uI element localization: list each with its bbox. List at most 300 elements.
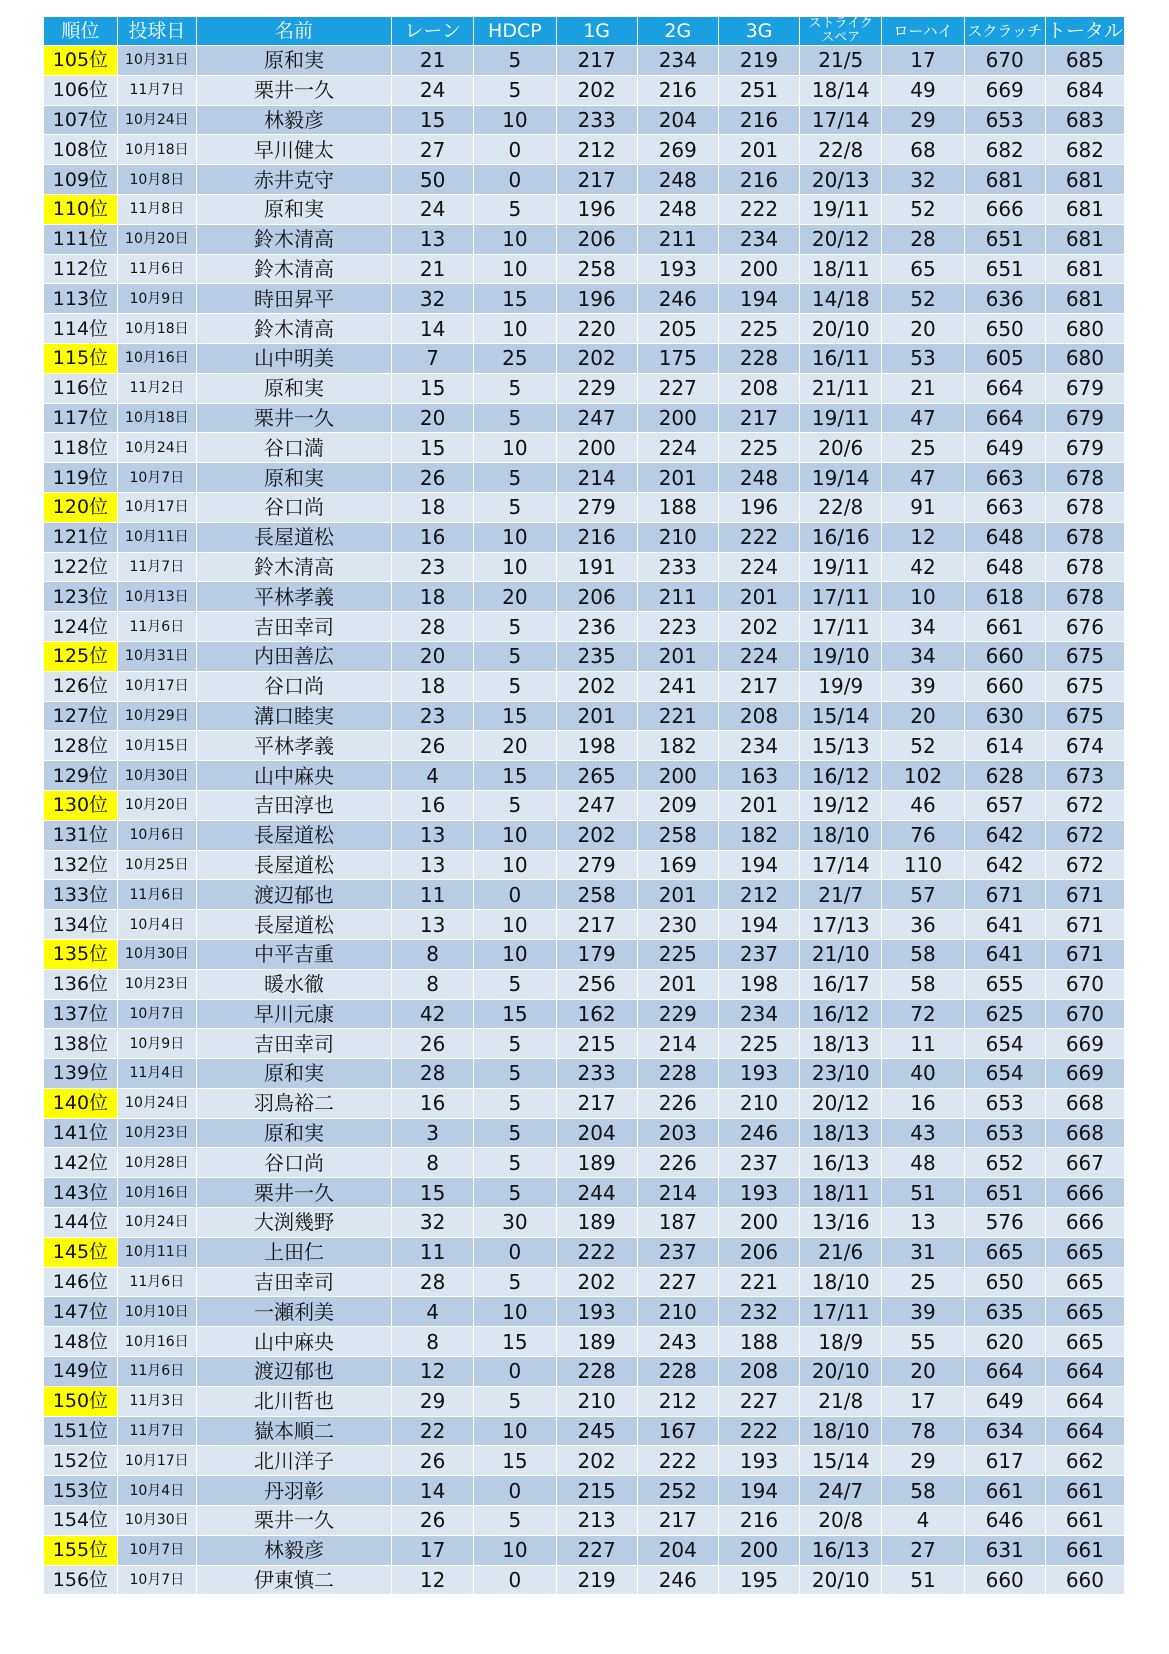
cell-low-high: 40 [882, 1059, 964, 1089]
cell-low-high: 17 [882, 1386, 964, 1416]
cell-low-high: 4 [882, 1506, 964, 1536]
table-row [44, 314, 1125, 344]
cell-game1: 233 [556, 1059, 637, 1089]
cell-rank: 133位 [44, 880, 118, 910]
cell-name: 一瀬利美 [196, 1297, 391, 1327]
cell-total: 665 [1045, 1327, 1124, 1357]
cell-name: 吉田幸司 [196, 612, 391, 642]
cell-rank: 126位 [44, 671, 118, 701]
cell-rank: 144位 [44, 1208, 118, 1238]
cell-rank: 127位 [44, 701, 118, 731]
cell-date: 10月18日 [117, 135, 196, 165]
header-row [44, 17, 1125, 46]
cell-hdcp: 5 [474, 1506, 556, 1536]
cell-game1: 235 [556, 641, 637, 671]
cell-strike-spare: 15/13 [800, 731, 882, 761]
cell-rank: 112位 [44, 254, 118, 284]
cell-low-high: 102 [882, 761, 964, 791]
cell-date: 10月17日 [117, 1446, 196, 1476]
cell-strike-spare: 21/11 [800, 373, 882, 403]
cell-rank: 114位 [44, 314, 118, 344]
cell-name: 早川健太 [196, 135, 391, 165]
table-row [44, 135, 1125, 165]
cell-hdcp: 5 [474, 1029, 556, 1059]
cell-game2: 193 [637, 254, 718, 284]
table-row [44, 343, 1125, 373]
cell-lane: 23 [392, 701, 474, 731]
cell-scratch: 641 [964, 910, 1045, 940]
cell-strike-spare: 21/6 [800, 1237, 882, 1267]
cell-date: 10月10日 [117, 1297, 196, 1327]
cell-scratch: 605 [964, 343, 1045, 373]
cell-date: 11月6日 [117, 612, 196, 642]
cell-total: 674 [1045, 731, 1124, 761]
cell-date: 10月11日 [117, 522, 196, 552]
cell-date: 10月11日 [117, 1237, 196, 1267]
cell-name: 内田善広 [196, 641, 391, 671]
cell-date: 11月7日 [117, 75, 196, 105]
cell-strike-spare: 23/10 [800, 1059, 882, 1089]
cell-name: 時田昇平 [196, 284, 391, 314]
cell-lane: 11 [392, 880, 474, 910]
header-rank: 順位 [44, 17, 118, 46]
cell-scratch: 664 [964, 1357, 1045, 1387]
cell-hdcp: 5 [474, 75, 556, 105]
cell-low-high: 42 [882, 552, 964, 582]
cell-scratch: 634 [964, 1416, 1045, 1446]
cell-game3: 212 [718, 880, 799, 910]
cell-low-high: 91 [882, 492, 964, 522]
cell-game2: 211 [637, 582, 718, 612]
cell-game3: 237 [718, 939, 799, 969]
cell-game3: 194 [718, 910, 799, 940]
cell-low-high: 36 [882, 910, 964, 940]
cell-low-high: 32 [882, 165, 964, 195]
cell-scratch: 636 [964, 284, 1045, 314]
cell-low-high: 29 [882, 105, 964, 135]
cell-hdcp: 5 [474, 1118, 556, 1148]
cell-game1: 206 [556, 582, 637, 612]
header-game1: 1G [556, 17, 637, 46]
cell-lane: 27 [392, 135, 474, 165]
cell-game1: 258 [556, 880, 637, 910]
cell-total: 664 [1045, 1357, 1124, 1387]
table-row [44, 582, 1125, 612]
cell-lane: 8 [392, 1148, 474, 1178]
cell-game3: 222 [718, 1416, 799, 1446]
cell-game2: 175 [637, 343, 718, 373]
cell-game3: 200 [718, 254, 799, 284]
cell-name: 溝口睦実 [196, 701, 391, 731]
cell-strike-spare: 20/6 [800, 433, 882, 463]
table-row [44, 999, 1125, 1029]
cell-game1: 220 [556, 314, 637, 344]
cell-hdcp: 0 [474, 1357, 556, 1387]
cell-date: 10月20日 [117, 790, 196, 820]
cell-total: 669 [1045, 1059, 1124, 1089]
cell-low-high: 20 [882, 701, 964, 731]
cell-name: 原和実 [196, 373, 391, 403]
cell-rank: 148位 [44, 1327, 118, 1357]
cell-game1: 202 [556, 1446, 637, 1476]
cell-date: 11月7日 [117, 1416, 196, 1446]
cell-name: 山中麻央 [196, 761, 391, 791]
cell-total: 685 [1045, 46, 1124, 76]
cell-total: 661 [1045, 1535, 1124, 1565]
cell-total: 678 [1045, 522, 1124, 552]
cell-game2: 221 [637, 701, 718, 731]
cell-game2: 200 [637, 761, 718, 791]
cell-lane: 20 [392, 403, 474, 433]
cell-hdcp: 25 [474, 343, 556, 373]
cell-strike-spare: 18/14 [800, 75, 882, 105]
cell-low-high: 58 [882, 939, 964, 969]
cell-lane: 28 [392, 1267, 474, 1297]
table-row [44, 463, 1125, 493]
cell-strike-spare: 19/11 [800, 194, 882, 224]
cell-low-high: 16 [882, 1088, 964, 1118]
table-row [44, 1565, 1125, 1595]
cell-game2: 212 [637, 1386, 718, 1416]
cell-game1: 233 [556, 105, 637, 135]
cell-game1: 179 [556, 939, 637, 969]
cell-low-high: 52 [882, 284, 964, 314]
table-row [44, 1148, 1125, 1178]
cell-game1: 279 [556, 492, 637, 522]
cell-game3: 193 [718, 1059, 799, 1089]
cell-lane: 23 [392, 552, 474, 582]
cell-game2: 224 [637, 433, 718, 463]
cell-low-high: 78 [882, 1416, 964, 1446]
cell-game1: 247 [556, 790, 637, 820]
cell-low-high: 25 [882, 433, 964, 463]
cell-hdcp: 15 [474, 284, 556, 314]
cell-game2: 204 [637, 1535, 718, 1565]
cell-game3: 222 [718, 194, 799, 224]
cell-strike-spare: 18/9 [800, 1327, 882, 1357]
header-name: 名前 [196, 17, 391, 46]
cell-strike-spare: 14/18 [800, 284, 882, 314]
cell-game1: 222 [556, 1237, 637, 1267]
cell-game3: 163 [718, 761, 799, 791]
cell-lane: 22 [392, 1416, 474, 1446]
cell-date: 10月28日 [117, 1148, 196, 1178]
header-game2: 2G [637, 17, 718, 46]
cell-game1: 193 [556, 1297, 637, 1327]
cell-hdcp: 5 [474, 373, 556, 403]
cell-rank: 106位 [44, 75, 118, 105]
cell-total: 679 [1045, 373, 1124, 403]
cell-low-high: 46 [882, 790, 964, 820]
cell-scratch: 649 [964, 433, 1045, 463]
cell-scratch: 649 [964, 1386, 1045, 1416]
cell-strike-spare: 22/8 [800, 135, 882, 165]
cell-strike-spare: 16/11 [800, 343, 882, 373]
cell-scratch: 642 [964, 820, 1045, 850]
cell-scratch: 576 [964, 1208, 1045, 1238]
cell-lane: 15 [392, 433, 474, 463]
cell-low-high: 110 [882, 850, 964, 880]
cell-game3: 217 [718, 403, 799, 433]
cell-name: 栗井一久 [196, 75, 391, 105]
cell-game1: 244 [556, 1178, 637, 1208]
cell-date: 11月6日 [117, 254, 196, 284]
table-row [44, 1178, 1125, 1208]
cell-strike-spare: 18/11 [800, 254, 882, 284]
cell-name: 大渕幾野 [196, 1208, 391, 1238]
cell-name: 中平吉重 [196, 939, 391, 969]
cell-strike-spare: 21/7 [800, 880, 882, 910]
cell-name: 長屋道松 [196, 850, 391, 880]
cell-game2: 201 [637, 463, 718, 493]
cell-scratch: 654 [964, 1029, 1045, 1059]
cell-total: 675 [1045, 671, 1124, 701]
cell-strike-spare: 19/9 [800, 671, 882, 701]
cell-strike-spare: 18/13 [800, 1029, 882, 1059]
cell-lane: 15 [392, 373, 474, 403]
header-total: トータル [1045, 17, 1124, 46]
cell-total: 669 [1045, 1029, 1124, 1059]
cell-game2: 188 [637, 492, 718, 522]
cell-low-high: 72 [882, 999, 964, 1029]
cell-game3: 201 [718, 135, 799, 165]
cell-game3: 221 [718, 1267, 799, 1297]
cell-hdcp: 15 [474, 999, 556, 1029]
cell-low-high: 58 [882, 969, 964, 999]
cell-hdcp: 10 [474, 910, 556, 940]
cell-scratch: 655 [964, 969, 1045, 999]
cell-rank: 137位 [44, 999, 118, 1029]
cell-game3: 246 [718, 1118, 799, 1148]
cell-hdcp: 5 [474, 463, 556, 493]
table-row [44, 1446, 1125, 1476]
table-row [44, 1059, 1125, 1089]
cell-low-high: 52 [882, 731, 964, 761]
cell-scratch: 630 [964, 701, 1045, 731]
cell-hdcp: 10 [474, 939, 556, 969]
cell-hdcp: 30 [474, 1208, 556, 1238]
cell-total: 678 [1045, 552, 1124, 582]
cell-game3: 206 [718, 1237, 799, 1267]
table-row [44, 790, 1125, 820]
cell-date: 10月16日 [117, 1327, 196, 1357]
cell-hdcp: 15 [474, 761, 556, 791]
table-row [44, 1029, 1125, 1059]
cell-game1: 196 [556, 284, 637, 314]
cell-strike-spare: 19/10 [800, 641, 882, 671]
cell-date: 10月31日 [117, 46, 196, 76]
cell-total: 661 [1045, 1506, 1124, 1536]
cell-name: 早川元康 [196, 999, 391, 1029]
cell-game2: 222 [637, 1446, 718, 1476]
cell-game1: 217 [556, 46, 637, 76]
cell-scratch: 653 [964, 1088, 1045, 1118]
cell-lane: 24 [392, 194, 474, 224]
cell-date: 10月17日 [117, 492, 196, 522]
table-row [44, 1357, 1125, 1387]
cell-low-high: 20 [882, 314, 964, 344]
cell-rank: 153位 [44, 1476, 118, 1506]
cell-game3: 225 [718, 314, 799, 344]
cell-scratch: 670 [964, 46, 1045, 76]
cell-strike-spare: 17/14 [800, 105, 882, 135]
header-lane: レーン [392, 17, 474, 46]
cell-hdcp: 20 [474, 731, 556, 761]
cell-scratch: 664 [964, 403, 1045, 433]
cell-rank: 113位 [44, 284, 118, 314]
cell-lane: 14 [392, 314, 474, 344]
cell-name: 林毅彦 [196, 105, 391, 135]
cell-date: 10月30日 [117, 1506, 196, 1536]
table-row [44, 641, 1125, 671]
cell-lane: 50 [392, 165, 474, 195]
cell-game2: 237 [637, 1237, 718, 1267]
cell-date: 10月25日 [117, 850, 196, 880]
cell-game1: 202 [556, 1267, 637, 1297]
cell-total: 675 [1045, 701, 1124, 731]
cell-date: 10月9日 [117, 1029, 196, 1059]
cell-lane: 4 [392, 761, 474, 791]
cell-total: 670 [1045, 969, 1124, 999]
cell-game3: 201 [718, 582, 799, 612]
cell-low-high: 51 [882, 1565, 964, 1595]
cell-date: 10月24日 [117, 105, 196, 135]
cell-strike-spare: 20/10 [800, 1565, 882, 1595]
cell-game3: 224 [718, 641, 799, 671]
cell-name: 谷口尚 [196, 671, 391, 701]
cell-hdcp: 5 [474, 403, 556, 433]
cell-total: 664 [1045, 1416, 1124, 1446]
cell-name: 鈴木清高 [196, 254, 391, 284]
cell-date: 10月24日 [117, 433, 196, 463]
cell-game2: 216 [637, 75, 718, 105]
cell-game2: 246 [637, 284, 718, 314]
table-row [44, 492, 1125, 522]
cell-hdcp: 10 [474, 522, 556, 552]
cell-game1: 202 [556, 343, 637, 373]
cell-lane: 15 [392, 1178, 474, 1208]
cell-rank: 121位 [44, 522, 118, 552]
cell-date: 10月16日 [117, 1178, 196, 1208]
cell-name: 北川哲也 [196, 1386, 391, 1416]
cell-game3: 200 [718, 1535, 799, 1565]
cell-rank: 109位 [44, 165, 118, 195]
cell-hdcp: 5 [474, 46, 556, 76]
cell-scratch: 657 [964, 790, 1045, 820]
cell-game2: 258 [637, 820, 718, 850]
cell-strike-spare: 16/17 [800, 969, 882, 999]
cell-low-high: 43 [882, 1118, 964, 1148]
cell-rank: 135位 [44, 939, 118, 969]
cell-scratch: 661 [964, 612, 1045, 642]
cell-strike-spare: 17/11 [800, 1297, 882, 1327]
cell-scratch: 660 [964, 671, 1045, 701]
cell-game3: 224 [718, 552, 799, 582]
cell-name: 暖水徹 [196, 969, 391, 999]
cell-scratch: 653 [964, 105, 1045, 135]
table-row [44, 969, 1125, 999]
cell-scratch: 663 [964, 492, 1045, 522]
cell-scratch: 628 [964, 761, 1045, 791]
cell-total: 678 [1045, 582, 1124, 612]
cell-date: 11月3日 [117, 1386, 196, 1416]
cell-scratch: 617 [964, 1446, 1045, 1476]
table-row [44, 1118, 1125, 1148]
cell-name: 伊東慎二 [196, 1565, 391, 1595]
cell-hdcp: 15 [474, 1446, 556, 1476]
cell-rank: 131位 [44, 820, 118, 850]
table-row [44, 105, 1125, 135]
cell-rank: 155位 [44, 1535, 118, 1565]
cell-game3: 232 [718, 1297, 799, 1327]
cell-name: 嶽本順二 [196, 1416, 391, 1446]
cell-game1: 202 [556, 820, 637, 850]
cell-name: 山中明美 [196, 343, 391, 373]
table-row [44, 612, 1125, 642]
cell-scratch: 660 [964, 641, 1045, 671]
table-row [44, 880, 1125, 910]
cell-hdcp: 15 [474, 701, 556, 731]
cell-game3: 251 [718, 75, 799, 105]
cell-hdcp: 5 [474, 671, 556, 701]
cell-total: 681 [1045, 254, 1124, 284]
cell-name: 原和実 [196, 1059, 391, 1089]
cell-name: 林毅彦 [196, 1535, 391, 1565]
cell-game1: 214 [556, 463, 637, 493]
table-row [44, 1476, 1125, 1506]
cell-low-high: 47 [882, 463, 964, 493]
cell-low-high: 29 [882, 1446, 964, 1476]
cell-game3: 217 [718, 671, 799, 701]
cell-rank: 147位 [44, 1297, 118, 1327]
cell-game2: 241 [637, 671, 718, 701]
cell-hdcp: 20 [474, 582, 556, 612]
cell-name: 栗井一久 [196, 1178, 391, 1208]
cell-game1: 200 [556, 433, 637, 463]
cell-total: 665 [1045, 1237, 1124, 1267]
cell-strike-spare: 17/11 [800, 582, 882, 612]
cell-game2: 214 [637, 1178, 718, 1208]
cell-game2: 227 [637, 373, 718, 403]
cell-game2: 226 [637, 1148, 718, 1178]
cell-rank: 130位 [44, 790, 118, 820]
cell-game2: 252 [637, 1476, 718, 1506]
cell-rank: 116位 [44, 373, 118, 403]
cell-game1: 236 [556, 612, 637, 642]
cell-date: 10月13日 [117, 582, 196, 612]
cell-game3: 208 [718, 701, 799, 731]
cell-game3: 216 [718, 105, 799, 135]
cell-name: 渡辺郁也 [196, 880, 391, 910]
cell-date: 10月9日 [117, 284, 196, 314]
cell-date: 10月8日 [117, 165, 196, 195]
cell-name: 羽鳥裕二 [196, 1088, 391, 1118]
cell-game2: 243 [637, 1327, 718, 1357]
cell-rank: 108位 [44, 135, 118, 165]
table-row [44, 552, 1125, 582]
table-row [44, 522, 1125, 552]
cell-name: 丹羽彰 [196, 1476, 391, 1506]
cell-lane: 18 [392, 582, 474, 612]
cell-rank: 129位 [44, 761, 118, 791]
cell-game3: 225 [718, 1029, 799, 1059]
cell-game3: 193 [718, 1446, 799, 1476]
cell-hdcp: 5 [474, 1386, 556, 1416]
cell-game1: 245 [556, 1416, 637, 1446]
cell-rank: 150位 [44, 1386, 118, 1416]
cell-total: 668 [1045, 1088, 1124, 1118]
cell-strike-spare: 18/10 [800, 820, 882, 850]
